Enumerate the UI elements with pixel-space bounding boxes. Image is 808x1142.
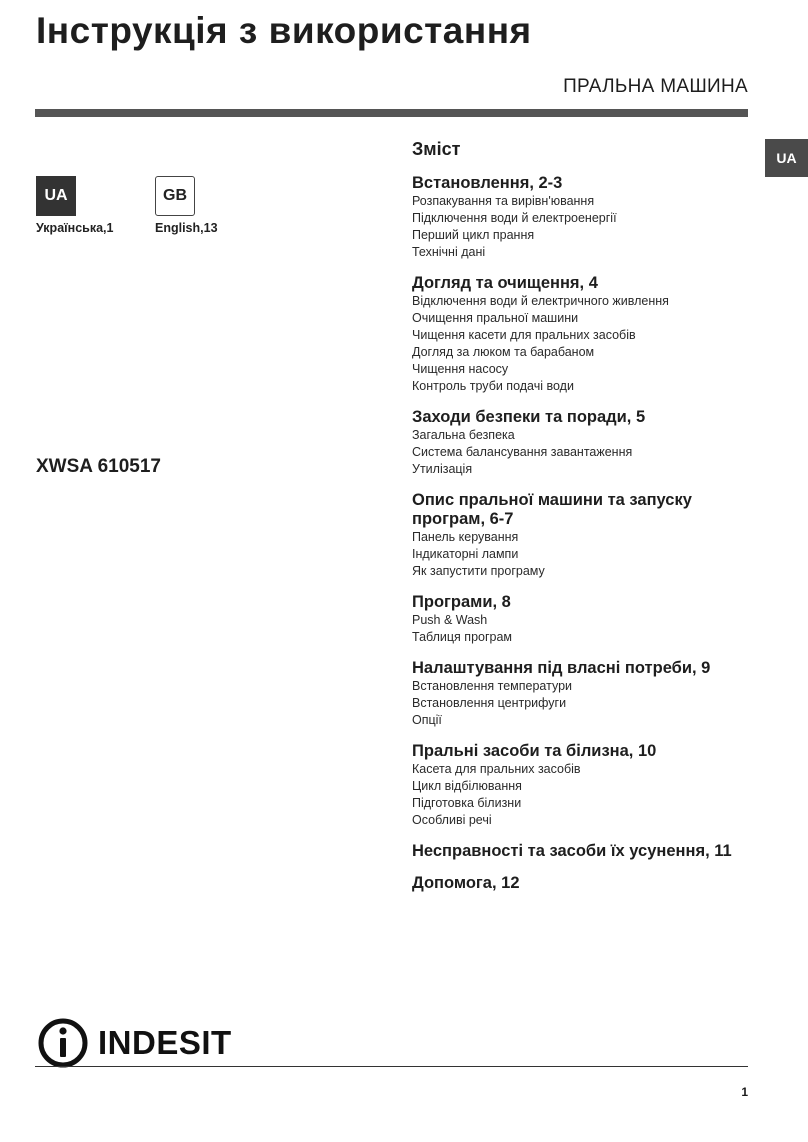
toc-item[interactable]: Підключення води й електроенергії — [412, 211, 617, 225]
toc-item[interactable]: Push & Wash — [412, 613, 488, 627]
toc-section — [412, 491, 752, 580]
toc-item[interactable]: Опції — [412, 713, 442, 727]
toc-section-title[interactable]: Заходи безпеки та поради, 5 — [412, 408, 646, 426]
toc-item[interactable]: Панель керування — [412, 530, 519, 544]
toc-item[interactable]: Відключення води й електричного живлення — [412, 294, 669, 308]
toc-item[interactable]: Встановлення температури — [412, 679, 573, 693]
toc-item[interactable]: Як запустити програму — [412, 564, 545, 578]
toc-section — [412, 174, 752, 261]
table-of-contents — [412, 139, 752, 906]
toc-item[interactable]: Касета для пральних засобів — [412, 762, 581, 776]
toc-section-title[interactable]: Допомога, 12 — [412, 874, 520, 892]
product-type: ПРАЛЬНА МАШИНА — [563, 76, 748, 97]
toc-section-title[interactable]: Пральні засоби та білизна, 10 — [412, 742, 657, 760]
toc-item[interactable]: Таблиця програм — [412, 630, 513, 644]
header-divider — [35, 109, 748, 117]
toc-section — [412, 742, 752, 829]
toc-item[interactable]: Цикл відбілювання — [412, 779, 522, 793]
toc-section-title[interactable]: Догляд та очищення, 4 — [412, 274, 598, 292]
toc-item[interactable]: Перший цикл прання — [412, 228, 535, 242]
language-badge-ua[interactable]: UA — [36, 176, 76, 216]
toc-item[interactable]: Чищення насосу — [412, 362, 509, 376]
toc-item[interactable]: Технічні дані — [412, 245, 486, 259]
language-label-gb: English,13 — [155, 221, 218, 235]
toc-section-title[interactable]: Налаштування під власні потреби, 9 — [412, 659, 711, 677]
indesit-logo-icon — [36, 1017, 90, 1069]
toc-section — [412, 659, 752, 729]
toc-item[interactable]: Утилізація — [412, 462, 473, 476]
toc-item[interactable]: Підготовка білизни — [412, 796, 522, 810]
toc-item[interactable]: Розпакування та вирівн'ювання — [412, 194, 595, 208]
brand-logo — [36, 1017, 232, 1069]
model-number: XWSA 610517 — [36, 456, 161, 477]
footer-divider — [35, 1066, 748, 1067]
page-title: Інструкція з використання — [36, 10, 532, 51]
toc-item[interactable]: Загальна безпека — [412, 428, 515, 442]
brand-name: INDESIT — [98, 1024, 232, 1061]
language-label-ua: Українська,1 — [36, 221, 114, 235]
toc-sections — [412, 174, 752, 893]
toc-section-title[interactable]: Опис пральної машини та запуску програм, 6-7 — [412, 491, 692, 528]
toc-item[interactable]: Чищення касети для пральних засобів — [412, 328, 636, 342]
toc-section — [412, 874, 752, 893]
toc-item[interactable]: Встановлення центрифуги — [412, 696, 567, 710]
toc-heading: Зміст — [412, 139, 461, 159]
language-gb[interactable] — [155, 176, 255, 235]
toc-section — [412, 842, 752, 861]
toc-item[interactable]: Індикаторні лампи — [412, 547, 519, 561]
toc-section — [412, 408, 752, 478]
toc-section-title[interactable]: Встановлення, 2-3 — [412, 174, 563, 192]
toc-item[interactable]: Система балансування завантаження — [412, 445, 633, 459]
language-ua[interactable] — [36, 176, 136, 235]
toc-section — [412, 593, 752, 646]
toc-item[interactable]: Особливі речі — [412, 813, 492, 827]
toc-section-title[interactable]: Програми, 8 — [412, 593, 511, 611]
page-number: 1 — [741, 1085, 748, 1099]
toc-item[interactable]: Контроль труби подачі води — [412, 379, 574, 393]
language-badge-gb[interactable]: GB — [155, 176, 195, 216]
toc-item[interactable]: Очищення пральної машини — [412, 311, 579, 325]
toc-item[interactable]: Догляд за люком та барабаном — [412, 345, 595, 359]
language-side-tab: UA — [765, 139, 808, 177]
toc-section-title[interactable]: Несправності та засоби їх усунення, 11 — [412, 842, 732, 860]
toc-section — [412, 274, 752, 395]
